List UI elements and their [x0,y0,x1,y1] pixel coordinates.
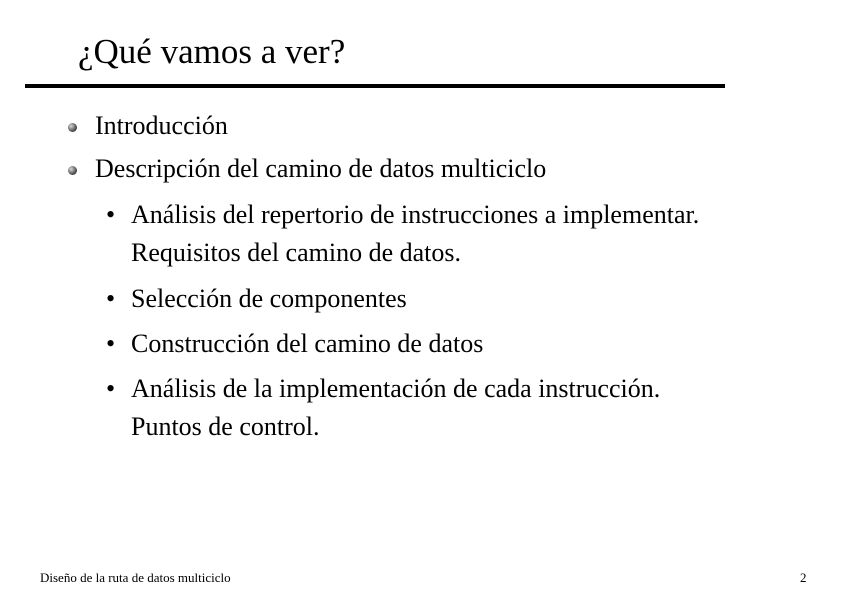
page-number: 2 [800,570,807,585]
subitem-analisis-implementacion-line1: Análisis de la implementación de cada instrucción. [131,374,661,403]
bullet-dot-icon: • [106,284,116,313]
subitem-analisis-repertorio-line2: Requisitos del camino de datos. [131,238,462,267]
slide-title: ¿Qué vamos a ver? [78,32,346,71]
footer-title: Diseño de la ruta de datos multiciclo [40,570,231,585]
bullet-dot-icon: • [106,329,116,358]
bullet-ball-icon [68,123,77,132]
subitem-seleccion-componentes: Selección de componentes [131,284,407,313]
list-item-introduccion: Introducción [95,111,228,140]
bullet-dot-icon: • [106,200,116,229]
list-item-descripcion: Descripción del camino de datos multiciclo [95,154,547,183]
subitem-analisis-implementacion-line2: Puntos de control. [131,412,320,441]
subitem-analisis-repertorio-line1: Análisis del repertorio de instrucciones a implementar. [131,200,700,229]
bullet-ball-icon [68,166,77,175]
bullet-dot-icon: • [106,374,116,403]
subitem-construccion-camino: Construcción del camino de datos [131,329,484,358]
